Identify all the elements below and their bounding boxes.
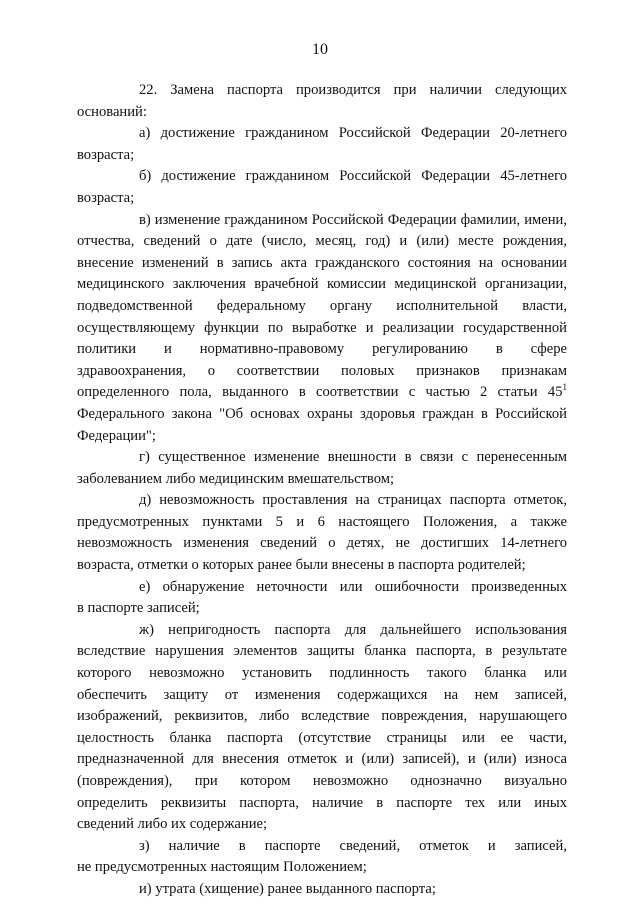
line-text: возраста, отметки о которых ранее были внесены в паспорта родителей; <box>77 557 526 574</box>
footnote-superscript: 1 <box>562 382 567 393</box>
line-text: возраста; <box>77 189 135 206</box>
line-text: осуществляющему функции по выработке и реализации государственной <box>77 319 567 336</box>
paragraph-line <box>77 80 567 102</box>
paragraph-line <box>77 620 567 642</box>
line-text: Федерации"; <box>77 427 156 444</box>
paragraph-line <box>77 879 567 901</box>
line-text: определить реквизиты паспорта, наличие в паспорте тех или иных <box>77 794 567 811</box>
paragraph-line <box>77 771 567 793</box>
line-text: определенного пола, выданного в соответствии с частью 2 статьи 45 <box>77 384 563 401</box>
line-text: г) существенное изменение внешности в связи с перенесенным <box>139 449 567 466</box>
paragraph-line <box>77 447 567 469</box>
line-text: которого невозможно установить подлинность такого бланка или <box>77 665 567 682</box>
line-text: и) утрата (хищение) ранее выданного паспорта; <box>139 880 436 897</box>
paragraph-line <box>77 555 567 577</box>
line-text: целостность бланка паспорта (отсутствие страницы или ее части, <box>77 729 567 746</box>
line-text: д) невозможность проставления на страницах паспорта отметок, <box>139 492 567 509</box>
line-text: б) достижение гражданином Российской Федерации 45-летнего <box>139 168 567 185</box>
line-text: подведомственной федеральному органу исполнительной власти, <box>77 297 567 314</box>
paragraph-line <box>77 728 567 750</box>
paragraph-line <box>77 253 567 275</box>
paragraph-line <box>77 339 567 361</box>
page-number: 10 <box>312 41 328 58</box>
paragraph-line <box>77 598 567 620</box>
line-text: вследствие нарушения элементов защиты бланка паспорта, в результате <box>77 643 567 660</box>
paragraph-line <box>77 685 567 707</box>
paragraph-line <box>77 749 567 771</box>
line-text: в паспорте записей; <box>77 600 200 617</box>
line-text: Федерального закона "Об основах охраны здоровья граждан в Российской <box>77 405 567 422</box>
paragraph-line <box>77 274 567 296</box>
line-text: медицинского заключения врачебной комиссии медицинской организации, <box>77 276 567 293</box>
line-text: изображений, реквизитов, либо вследствие повреждения, нарушающего <box>77 708 567 725</box>
line-text: заболеванием либо медицинским вмешательством; <box>77 470 395 487</box>
line-text: не предусмотренных настоящим Положением; <box>77 859 367 876</box>
line-text: ж) непригодность паспорта для дальнейшего использования <box>139 621 567 638</box>
paragraph-line <box>77 123 567 145</box>
line-text: здравоохранения, о соответствии половых признаков признакам <box>77 362 567 379</box>
line-text: внесение изменений в запись акта гражданского состояния на основании <box>77 254 567 271</box>
line-text: е) обнаружение неточности или ошибочности произведенных <box>139 578 567 595</box>
line-text: предназначенной для внесения отметок и (или) записей), и (или) износа <box>77 751 567 768</box>
paragraph-line <box>77 361 567 383</box>
line-text: возраста; <box>77 146 135 163</box>
paragraph-line <box>77 166 567 188</box>
paragraph-line <box>77 663 567 685</box>
paragraph-line <box>77 793 567 815</box>
paragraph-line <box>77 382 567 404</box>
line-text: 22. Замена паспорта производится при наличии следующих <box>139 82 567 98</box>
paragraph-line <box>77 814 567 836</box>
line-text: невозможность изменения сведений о детях, не достигших 14-летнего <box>77 535 567 552</box>
line-text: а) достижение гражданином Российской Федерации 20-летнего <box>139 125 567 142</box>
paragraph-line <box>77 533 567 555</box>
line-text: сведений либо их содержание; <box>77 816 268 833</box>
paragraph-line <box>77 706 567 728</box>
paragraph-line <box>77 857 567 879</box>
line-text: в) изменение гражданином Российской Федерации фамилии, имени, <box>139 211 567 228</box>
paragraph-line <box>77 296 567 318</box>
paragraph-line <box>77 145 567 167</box>
paragraph-line <box>77 318 567 340</box>
paragraph-line <box>77 102 567 124</box>
paragraph-line <box>77 404 567 426</box>
line-text: (повреждения), при котором невозможно однозначно визуально <box>77 773 567 789</box>
line-text: з) наличие в паспорте сведений, отметок и записей, <box>139 837 567 854</box>
paragraph-line <box>77 188 567 210</box>
paragraph-line <box>77 577 567 599</box>
paragraph-line <box>77 641 567 663</box>
paragraph-line <box>77 469 567 491</box>
line-text: политики и нормативно-правовому регулированию в сфере <box>77 341 567 358</box>
paragraph-line <box>77 490 567 512</box>
paragraph-line <box>77 512 567 534</box>
paragraph-line <box>77 836 567 858</box>
paragraph-line <box>77 231 567 253</box>
document-body <box>77 80 567 901</box>
line-text: предусмотренных пунктами 5 и 6 настоящего Положения, а также <box>77 513 567 530</box>
line-text: отчества, сведений о дате (число, месяц, год) и (или) месте рождения, <box>77 233 567 250</box>
paragraph-line <box>77 210 567 232</box>
line-text: обеспечить защиту от изменения содержащихся на нем записей, <box>77 686 567 703</box>
paragraph-line <box>77 426 567 448</box>
line-text: оснований: <box>77 103 147 120</box>
